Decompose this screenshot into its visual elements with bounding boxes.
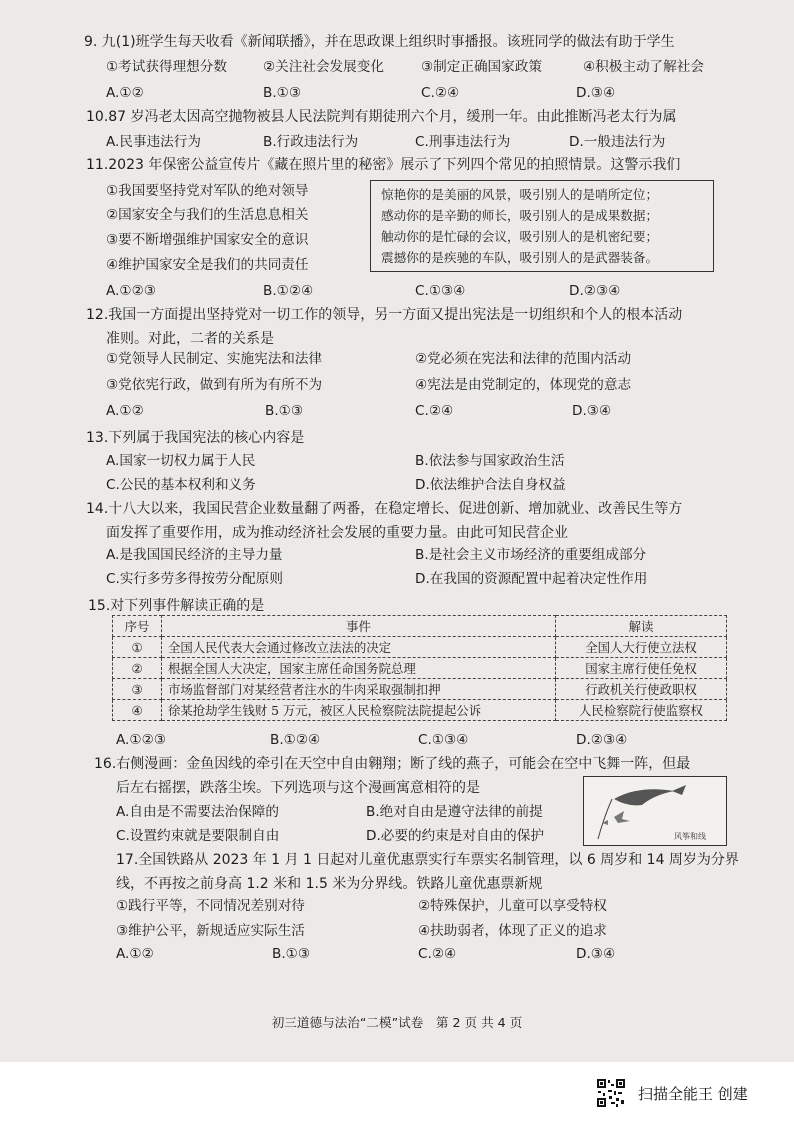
q10-option-c: C.刑事违法行为 [415, 134, 511, 150]
question-12-stem-line-1: 12.我国一方面提出坚持党对一切工作的领导，另一方面又提出宪法是一切组织和个人的根本活动 [86, 307, 683, 323]
q9-option-d: D.③④ [576, 85, 616, 101]
q11-item-3: ③要不断增强维护国家安全的意识 [106, 232, 309, 248]
q11-item-4: ④维护国家安全是我们的共同责任 [106, 257, 309, 273]
q9-option-a: A.①② [106, 85, 144, 101]
question-16-stem-line-2: 后左右摇摆，跌落尘埃。下列选项与这个漫画寓意相符的是 [116, 780, 480, 796]
table-cell-index: ② [113, 658, 162, 679]
table-header-event: 事件 [162, 616, 556, 637]
q17-item-4: ④扶助弱者，体现了正义的追求 [418, 923, 607, 939]
q11-option-c: C.①③④ [415, 283, 466, 299]
q13-option-a: A.国家一切权力属于人民 [106, 453, 256, 469]
q12-option-a: A.①② [106, 403, 144, 419]
q9-option-c: C.②④ [421, 85, 460, 101]
kite-and-line-cartoon [583, 776, 727, 846]
question-10-stem: 10.87 岁冯老太因高空抛物被县人民法院判有期徒刑六个月，缓刑一年。由此推断冯老太行为属 [86, 109, 677, 125]
table-header-index: 序号 [113, 616, 162, 637]
table-row [113, 700, 727, 721]
scanner-label: 扫描全能王 创建 [638, 1085, 748, 1103]
q13-option-c: C.公民的基本权利和义务 [106, 477, 256, 493]
q11-item-2: ②国家安全与我们的生活息息相关 [106, 207, 309, 223]
q17-item-1: ①践行平等，不同情况差别对待 [116, 898, 305, 914]
q10-option-a: A.民事违法行为 [106, 134, 201, 150]
q15-option-a: A.①②③ [116, 732, 166, 748]
table-cell-interpretation: 人民检察院行使监察权 [556, 700, 727, 721]
table-cell-interpretation: 行政机关行使政职权 [556, 679, 727, 700]
q15-option-d: D.②③④ [576, 732, 628, 748]
table-header-row [113, 616, 727, 637]
table-row [113, 658, 727, 679]
q10-option-b: B.行政违法行为 [263, 134, 359, 150]
q16-option-d: D.必要的约束是对自由的保护 [366, 828, 544, 844]
question-13-stem: 13.下列属于我国宪法的核心内容是 [86, 430, 305, 446]
table-cell-index: ③ [113, 679, 162, 700]
q17-option-d: D.③④ [576, 946, 616, 962]
q9-item-2: ②关注社会发展变化 [263, 59, 384, 75]
question-15-stem: 15.对下列事件解读正确的是 [88, 598, 265, 614]
q13-option-b: B.依法参与国家政治生活 [415, 453, 565, 469]
q14-option-a: A.是我国国民经济的主导力量 [106, 547, 283, 563]
q14-option-b: B.是社会主义市场经济的重要组成部分 [415, 547, 647, 563]
q11-quote-box [370, 180, 714, 272]
scanner-watermark [596, 1078, 766, 1108]
q9-option-b: B.①③ [263, 85, 302, 101]
question-9-stem: 9. 九(1)班学生每天收看《新闻联播》，并在思政课上组织时事播报。该班同学的做法有助于学生 [84, 34, 675, 50]
q17-option-a: A.①② [116, 946, 154, 962]
q16-option-b: B.绝对自由是遵守法律的前提 [366, 804, 543, 820]
q14-option-d: D.在我国的资源配置中起着决定性作用 [415, 571, 648, 587]
q12-option-b: B.①③ [265, 403, 304, 419]
q11-quote-line-4: 震撼你的是疾驰的车队，吸引别人的是武器装备。 [381, 250, 659, 265]
q11-option-a: A.①②③ [106, 283, 156, 299]
question-14-stem-line-2: 面发挥了重要作用，成为推动经济社会发展的重要力量。由此可知民营企业 [106, 525, 568, 541]
q9-item-4: ④积极主动了解社会 [583, 59, 704, 75]
q11-quote-line-1: 惊艳你的是美丽的风景，吸引别人的是哨所定位； [381, 187, 659, 202]
q15-option-b: B.①②④ [270, 732, 321, 748]
table-row [113, 679, 727, 700]
q9-item-1: ①考试获得理想分数 [106, 59, 227, 75]
q16-option-a: A.自由是不需要法治保障的 [116, 804, 279, 820]
question-17-stem-line-2: 线，不再按之前身高 1.2 米和 1.5 米为分界线。铁路儿童优惠票新规 [116, 876, 543, 892]
question-17-stem-line-1: 17.全国铁路从 2023 年 1 月 1 日起对儿童优惠票实行车票实名制管理，以 6 周岁和 14 周岁为分界 [116, 852, 739, 868]
table-cell-index: ① [113, 637, 162, 658]
table-cell-event: 全国人民代表大会通过修改立法法的决定 [162, 637, 556, 658]
question-14-stem-line-1: 14.十八大以来，我国民营企业数量翻了两番，在稳定增长、促进创新、增加就业、改善民生等方 [86, 501, 683, 517]
q16-option-c: C.设置约束就是要限制自由 [116, 828, 280, 844]
table-cell-interpretation: 国家主席行使任免权 [556, 658, 727, 679]
fish-kite-icon [584, 777, 726, 845]
table-header-interpretation: 解读 [556, 616, 727, 637]
q11-option-d: D.②③④ [569, 283, 621, 299]
q12-item-3: ③党依宪行政，做到有所为有所不为 [106, 377, 323, 393]
table-cell-event: 市场监督部门对某经营者注水的牛肉采取强制扣押 [162, 679, 556, 700]
q17-option-c: C.②④ [418, 946, 457, 962]
question-11-stem: 11.2023 年保密公益宣传片《藏在照片里的秘密》展示了下列四个常见的拍照情景。这警示我们 [86, 157, 681, 173]
q12-option-d: D.③④ [572, 403, 612, 419]
q12-option-c: C.②④ [415, 403, 454, 419]
q13-option-d: D.依法维护合法自身权益 [415, 477, 566, 493]
q11-quote-line-2: 感动你的是辛勤的师长，吸引别人的是成果数据； [381, 208, 659, 223]
table-cell-event: 根据全国人大决定，国家主席任命国务院总理 [162, 658, 556, 679]
q17-item-3: ③维护公平，新规适应实际生活 [116, 923, 305, 939]
q14-option-c: C.实行多劳多得按劳分配原则 [106, 571, 283, 587]
q12-item-2: ②党必须在宪法和法律的范围内活动 [415, 351, 632, 367]
q9-item-3: ③制定正确国家政策 [421, 59, 542, 75]
q11-item-1: ①我国要坚持党对军队的绝对领导 [106, 183, 309, 199]
table-cell-index: ④ [113, 700, 162, 721]
q15-event-table [112, 615, 727, 721]
q12-item-1: ①党领导人民制定、实施宪法和法律 [106, 351, 323, 367]
table-row [113, 637, 727, 658]
q10-option-d: D.一般违法行为 [569, 134, 666, 150]
q15-option-c: C.①③④ [418, 732, 469, 748]
question-12-stem-line-2: 准则。对此，二者的关系是 [106, 331, 274, 347]
qr-code-icon [596, 1078, 626, 1108]
q11-option-b: B.①②④ [263, 283, 314, 299]
question-16-stem-line-1: 16.右侧漫画：金鱼因线的牵引在天空中自由翱翔；断了线的燕子，可能会在空中飞舞一阵，但最 [94, 756, 691, 772]
q12-item-4: ④宪法是由党制定的，体现党的意志 [415, 377, 632, 393]
table-cell-event: 徐某抢劫学生钱财 5 万元，被区人民检察院法院提起公诉 [162, 700, 556, 721]
page-footer: 初三道德与法治“二模”试卷 第 2 页 共 4 页 [271, 1015, 523, 1030]
q17-option-b: B.①③ [272, 946, 311, 962]
q11-quote-line-3: 触动你的是忙碌的会议，吸引别人的是机密纪要； [381, 229, 659, 244]
q17-item-2: ②特殊保护，儿童可以享受特权 [418, 898, 607, 914]
cartoon-caption: 风筝和线 [674, 832, 706, 841]
table-cell-interpretation: 全国人大行使立法权 [556, 637, 727, 658]
